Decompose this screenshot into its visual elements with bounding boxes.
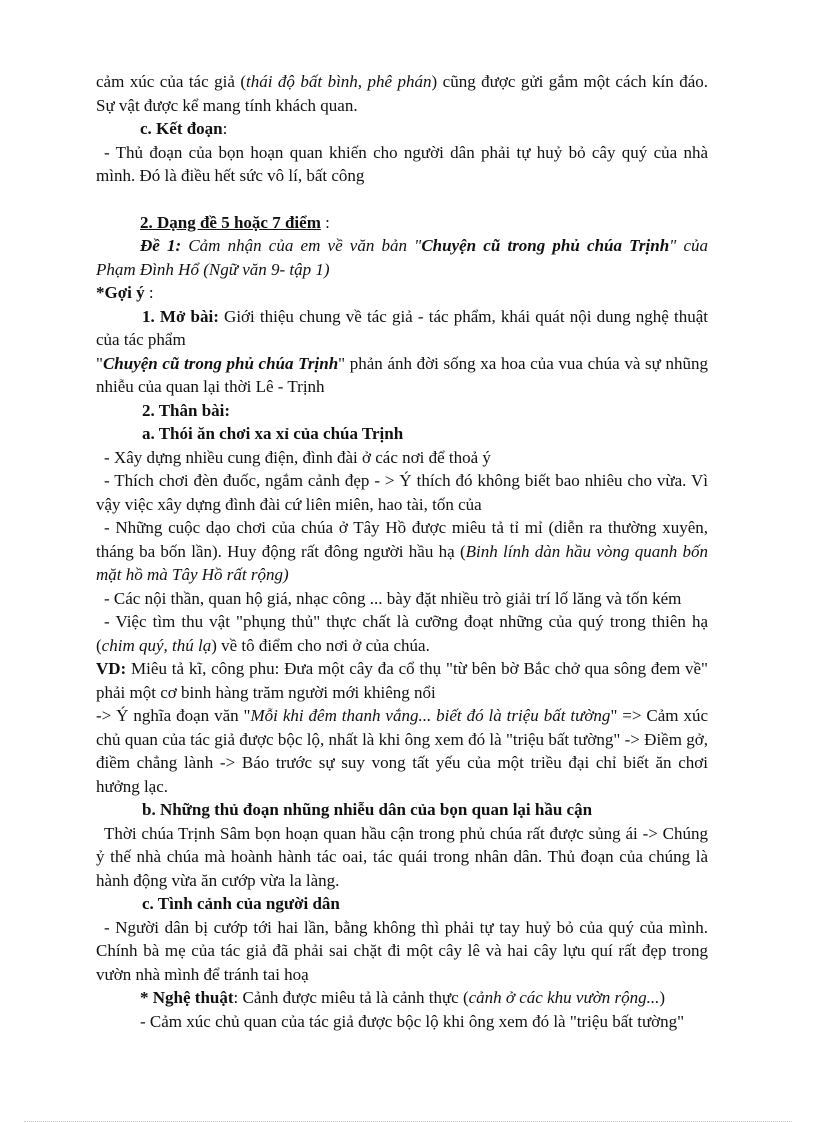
work-title: Chuyện cũ trong phủ chúa Trịnh (421, 236, 670, 255)
italic-run: Binh lính dàn hầu vòng quanh bốn mặt hồ mà Tây Hồ rất rộng) (96, 541, 708, 584)
heading-label: c. Kết đoạn (140, 119, 223, 138)
text-run: " => Cảm xúc chủ quan của tác giả được bộc lộ, nhất là khi ông xem đó là "triệu bất tường" -> Điềm gở, điềm chẳng lành -> Báo trước sự suy vong tất yếu của một triều đại chỉ biết ăn chơi hưởng lạc. (96, 706, 709, 796)
paragraph-mo-bai (96, 305, 708, 352)
heading-tinh-canh: c. Tình cảnh của người dân (142, 894, 340, 913)
bullet-nguoi-dan: - Người dân bị cướp tới hai lần, bằng không thì phải tự tay huỷ bỏ của quý của mình. Chính bà mẹ của tác giả đã phải sai chặt đi một cây lê và hai cây lựu quí rất đẹp trong vườn nhà mình để tránh tai hoạ (96, 917, 708, 984)
italic-run: thái độ bất bình, phê phán (246, 72, 432, 91)
paragraph-thu-doan: - Thủ đoạn của bọn hoạn quan khiến cho người dân phải tự huỷ bỏ cây quý của nhà mình. Đó là điều hết sức vô lí, bất công (96, 142, 708, 185)
italic-run: cảnh ở các khu vườn rộng... (468, 988, 660, 1007)
bullet-thich-choi: - Thích chơi đèn đuốc, ngắm cảnh đẹp - > Ý thích đó không biết bao nhiêu cho vừa. Vì vậy việc xây dựng đình đài cứ liên miên, hao tài, tốn của (96, 471, 708, 514)
heading-than-bai: 2. Thân bài: (142, 400, 231, 420)
question-label: Đề 1: (140, 236, 182, 255)
bullet-cam-xuc: - Cảm xúc chủ quan của tác giả được bộc lộ khi ông xem đó là "triệu bất tường" (140, 1011, 685, 1031)
section-heading-dang-de (96, 211, 708, 235)
text-run: : Cảnh được miêu tả là cảnh thực ( (233, 988, 469, 1007)
text-run: ) cũng được gửi gắm một cách kín đáo. Sự vật được kể mang tính khách quan. (96, 72, 708, 115)
text-run: " phản ánh đời sống xa hoa của vua chúa và sự nhũng nhiễu của quan lại thời Lê - Trịnh (96, 353, 708, 396)
heading-thoi-an-choi: a. Thói ăn chơi xa xỉ của chúa Trịnh (142, 424, 404, 443)
section-heading-colon: : (320, 212, 330, 232)
page-bottom-divider (24, 1121, 792, 1122)
italic-run: chim quý, thú lạ (101, 635, 212, 655)
paragraph-trinh-sam: Thời chúa Trịnh Sâm bọn hoạn quan hầu cận trong phủ chúa rất được sủng ái -> Chúng ỷ thế nhà chúa mà hoành hành tác oai, tác quái trong nhân dân. Thủ đoạn của chúng là hành động vừa ăn cướp vừa la làng. (96, 823, 708, 890)
paragraph-author-emotion (96, 70, 708, 117)
bullet-cuoc-dao-choi (96, 516, 708, 587)
example-label: VD: (96, 659, 127, 678)
text-run: - Việc tìm thu vật "phụng thủ" thực chất là cưỡng đoạt những của quý trong thiên hạ ( (96, 612, 708, 655)
exam-question (96, 234, 708, 281)
text-run: ) về tô điểm cho nơi ở của chúa. (211, 635, 430, 655)
text-run: - Những cuộc dạo chơi của chúa ở Tây Hồ được miêu tả tỉ mỉ (diễn ra thường xuyên, tháng ba bốn lần). Huy động rất đông người hầu hạ ( (96, 518, 708, 561)
hint-heading (96, 281, 708, 305)
paragraph-meaning (96, 704, 708, 798)
bullet-xay-dung: - Xây dựng nhiều cung điện, đình đài ở các nơi để thoả ý (104, 447, 491, 467)
text-run: cảm xúc của tác giả ( (96, 72, 247, 91)
bullet-phung-thu (96, 610, 708, 657)
heading-ket-doan (96, 117, 708, 141)
paragraph-work-summary (96, 352, 708, 399)
text-run: -> Ý nghĩa đoạn văn " (96, 706, 251, 725)
text-run: Cảm nhận của em về văn bản " (181, 236, 422, 255)
hint-label: *Gợi ý (96, 283, 145, 302)
bullet-noi-than: - Các nội thần, quan hộ giá, nhạc công ... bày đặt nhiều trò giải trí lố lăng và tốn kém (104, 588, 682, 608)
heading-thu-doan-quan-lai: b. Những thủ đoạn nhũng nhiễu dân của bọn quan lại hầu cận (142, 800, 593, 819)
paragraph-nghe-thuat (96, 986, 708, 1010)
quote-mark: " (96, 353, 103, 373)
italic-run: Mỗi khi đêm thanh vắng... biết đó là triệu bất tường (250, 706, 611, 725)
mo-bai-label: 1. Mở bài: (142, 306, 219, 326)
text-run: Miêu tả kĩ, công phu: Đưa một cây đa cổ thụ "từ bên bờ Bắc chở qua sông đem về" phải một cơ binh hàng trăm người mới khiêng nổi (96, 659, 708, 702)
document-body (96, 70, 708, 1033)
text-run: Giới thiệu chung về tác giả - tác phẩm, khái quát nội dung nghệ thuật của tác phẩm (96, 306, 708, 349)
text-run: ) (659, 988, 666, 1007)
text-run: " của Phạm Đình Hổ (Ngữ văn 9- tập 1) (96, 236, 709, 279)
work-title: Chuyện cũ trong phủ chúa Trịnh (102, 353, 339, 373)
heading-colon: : (222, 119, 228, 138)
paragraph-example (96, 657, 708, 704)
hint-colon: : (144, 283, 154, 302)
section-heading-label: 2. Dạng đề 5 hoặc 7 điểm (140, 212, 321, 232)
nghe-thuat-label: * Nghệ thuật (140, 988, 234, 1007)
